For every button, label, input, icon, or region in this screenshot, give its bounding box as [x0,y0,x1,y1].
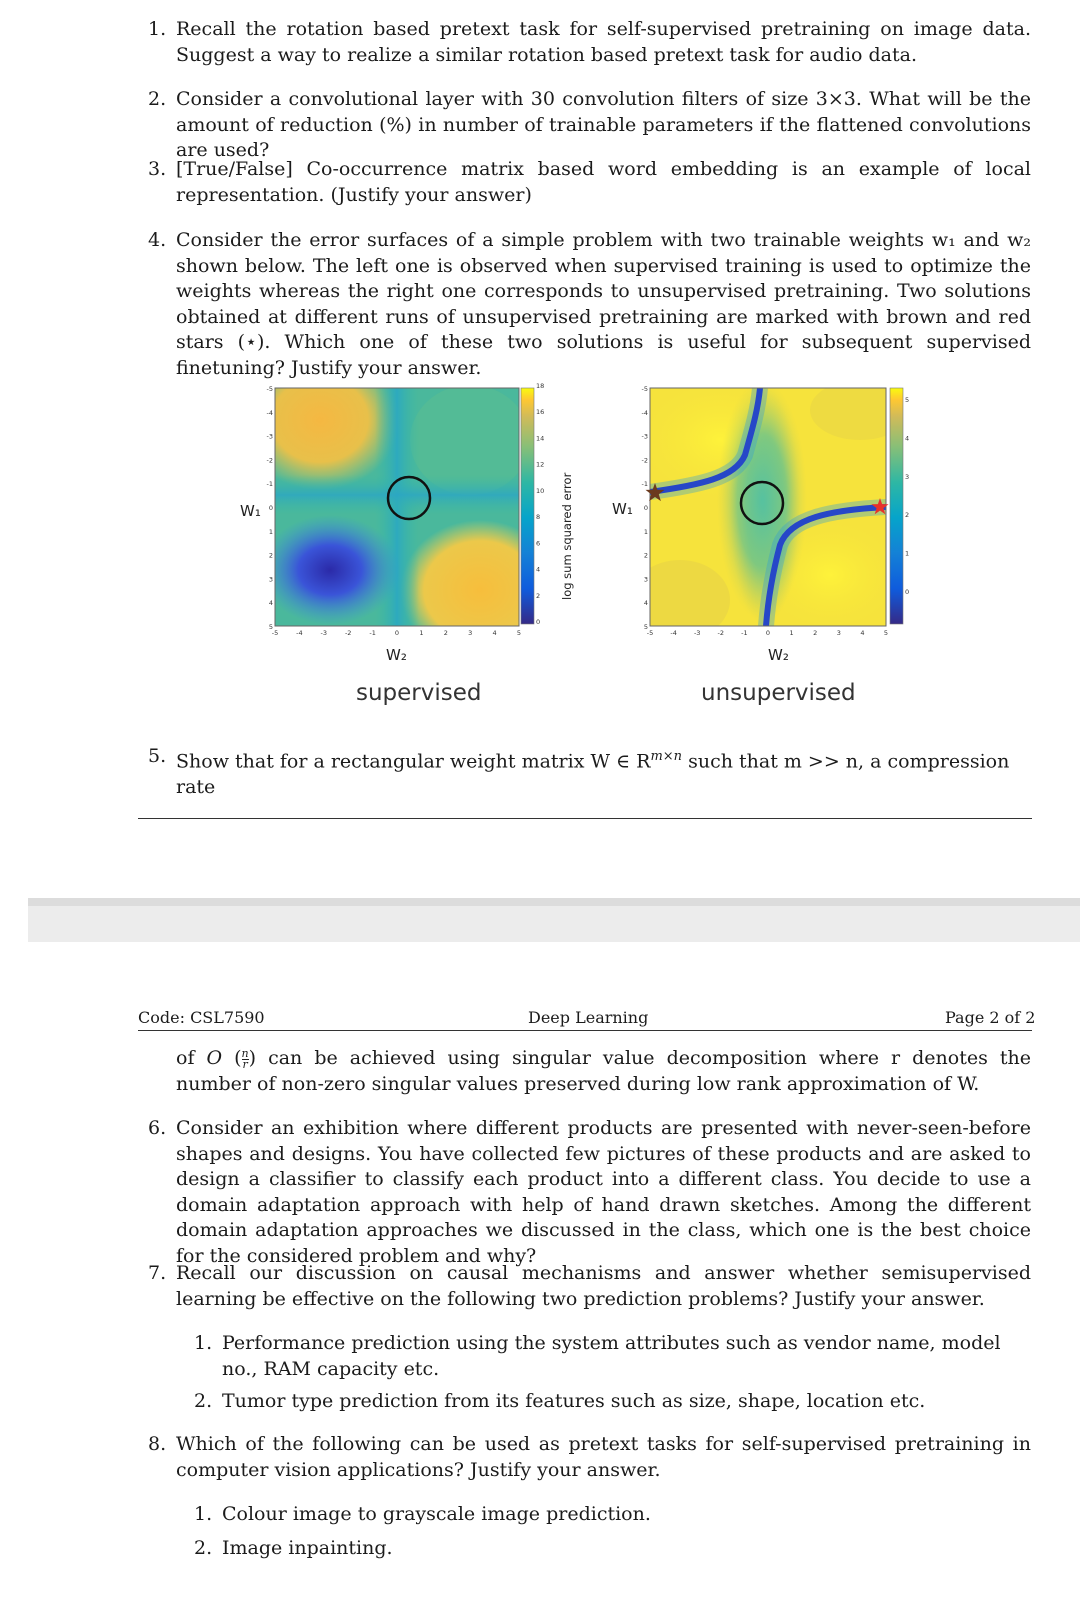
y-tick-label: -2 [641,456,648,465]
question-5 [148,744,1031,800]
question-number: 5. [148,745,167,767]
x-tick-label: 1 [419,629,424,637]
question-text: Show that for a rectangular weight matrix W ∈ R [176,750,651,773]
question-text: Recall the rotation based pretext task for self-supervised pretraining on image data. Suggest a way to realize a similar rotation based pretext task for audio data. [176,18,1031,66]
colorbar-tick-label: 14 [536,434,545,443]
question-text: Recall our discussion on causal mechanisms and answer whether semisupervised learning be effective on the following two prediction problems? Justify your answer. [176,1262,1031,1310]
x-tick-label: 3 [468,629,473,637]
colorbar-tick-label: 0 [536,618,541,626]
right-caption: unsupervised [701,680,856,706]
question-6 [148,1116,1031,1269]
question-text: Which of the following can be used as pretext tasks for self-supervised pretraining in computer vision applications? Justify your answer. [176,1433,1031,1481]
question-text: can be achieved using singular value decomposition where r denotes the number of non-zero singular values preserved during low rank approximation of W. [176,1047,1032,1095]
header-rule [138,1030,1032,1031]
x-tick-label: -2 [344,629,352,637]
x-tick-label: 3 [836,629,841,637]
right-x-axis-label: W₂ [768,646,789,664]
unsupervised-colorbar [890,388,903,624]
question-8 [148,1432,1031,1483]
y-tick-label: 1 [268,527,273,536]
x-tick-label: 5 [883,629,889,637]
y-tick-label: -1 [266,480,273,489]
y-tick-label: -2 [266,456,273,465]
question-text: [True/False] Co-occurrence matrix based word embedding is an example of local representation. (Justify your answer) [176,158,1031,206]
y-tick-label: -1 [641,480,648,489]
colorbar-tick-label: 4 [536,565,541,574]
colorbar-tick-label: 10 [536,486,545,495]
x-tick-label: 1 [789,629,794,637]
y-tick-label: 4 [643,599,648,608]
question-number: 1. [148,18,167,40]
y-tick-label: 5 [268,623,273,631]
list-item: 2. Tumor type prediction from its features such as size, shape, location etc. [194,1390,926,1412]
y-tick-label: -4 [641,408,648,417]
big-o: O [206,1047,223,1069]
y-tick-label: -3 [641,432,648,441]
y-tick-label: -4 [266,408,273,417]
x-tick-label: -1 [741,629,748,637]
page-number: Page 2 of 2 [945,1008,1036,1027]
y-tick-label: 2 [268,551,273,560]
list-item: 1. Colour image to grayscale image prediction. [194,1503,651,1525]
question-7 [148,1261,1031,1312]
unsupervised-heatmap [630,380,910,640]
colorbar-tick-label: 16 [536,408,545,417]
colorbar-tick-label: 6 [536,539,541,548]
colorbar-tick-label: 8 [536,513,541,522]
x-tick-label: 0 [765,629,771,637]
x-tick-label: 5 [516,629,522,637]
colorbar-tick-label: 3 [905,472,910,481]
question-text-continued: such that m >> n, a compression rate [176,750,1010,798]
question-number: 3. [148,158,167,180]
x-tick-label: -3 [320,629,328,637]
left-x-axis-label: W₂ [386,646,407,664]
y-tick-label: -5 [641,385,648,393]
left-y-axis-label: W₁ [240,502,261,520]
x-tick-label: -1 [369,629,376,637]
question-number: 2. [148,88,167,110]
question-number: 6. [148,1117,167,1139]
question-number: 8. [148,1433,167,1455]
y-tick-label: 0 [268,504,273,512]
x-tick-label: 0 [394,629,400,637]
x-tick-label: 2 [443,629,448,637]
y-tick-label: 1 [643,527,648,536]
supervised-heatmap [240,350,560,660]
colorbar-tick-label: 1 [905,549,910,558]
colorbar-tick-label: 4 [905,434,910,443]
y-tick-label: 3 [268,575,273,584]
left-caption: supervised [356,680,482,706]
list-item: 1. Performance prediction using the system attributes such as vendor name, model no., RAM capacity etc. [194,1332,1001,1380]
colorbar-label: log sum squared error [560,472,574,600]
colorbar-tick-label: 2 [905,511,910,520]
y-tick-label: 4 [268,599,273,608]
x-tick-label: -2 [717,629,725,637]
x-tick-label: 4 [492,629,497,637]
question-text: Consider the error surfaces of a simple problem with two trainable weights w₁ and w₂ shown below. The left one is observed when supervised training is used to optimize the weights whereas the right one corresponds to unsupervised pretraining. Two solutions obtained at different runs of unsupervised pretraining are marked with brown and red stars (⋆). Which one of these two solutions is useful for subsequent supervised finetuning? Justify your answer. [176,229,1031,379]
fraction: $\frac{n}{r}$ [241,1046,249,1071]
colorbar-tick-label: 12 [536,460,545,469]
x-tick-label: 2 [813,629,818,637]
y-tick-label: -3 [266,432,273,441]
y-tick-label: -5 [266,385,273,393]
question-number: 4. [148,229,167,251]
x-tick-label: -3 [693,629,701,637]
course-title: Deep Learning [528,1008,649,1027]
x-tick-label: -4 [670,629,677,637]
list-item: 2. Image inpainting. [194,1537,393,1559]
x-tick-label: 4 [860,629,865,637]
y-tick-label: 0 [643,504,648,512]
question-5-continued: of O ( $\frac{n}{r}$ ) can be achieved using singular value decomposition where r denotes the number of non-zero singular values preserved during low rank approximation of W. [176,1046,1032,1095]
question-text: Consider a convolutional layer with 30 convolution filters of size 3×3. What will be the amount of reduction (%) in number of trainable parameters if the flattened convolutions are used? [176,88,1031,161]
right-y-axis-label: W₁ [612,500,633,518]
course-code: Code: CSL7590 [138,1008,265,1027]
colorbar-tick-label: 2 [536,591,541,600]
y-tick-label: 3 [643,575,648,584]
y-tick-label: 2 [643,551,648,560]
supervised-colorbar [521,388,534,624]
colorbar-tick-label: 18 [536,382,545,390]
matrix-dimension: m×n [650,749,683,764]
x-tick-label: -4 [296,629,303,637]
y-tick-label: 5 [643,623,648,631]
divider [138,818,1032,819]
x-tick-label: -5 [646,629,654,637]
question-text: Consider an exhibition where different products are presented with never-seen-before shapes and designs. You have collected few pictures of these products and are asked to design a classifier to classify each product into a different class. You decide to use a domain adaptation approach with help of hand drawn sketches. Among the different domain adaptation approaches we discussed in the class, which one is the best choice for the considered problem and why? [176,1117,1031,1267]
page-separator [28,898,1080,942]
question-number: 7. [148,1262,167,1284]
colorbar-tick-label: 5 [905,396,910,404]
x-tick-label: -5 [271,629,279,637]
colorbar-tick-label: 0 [905,588,910,596]
